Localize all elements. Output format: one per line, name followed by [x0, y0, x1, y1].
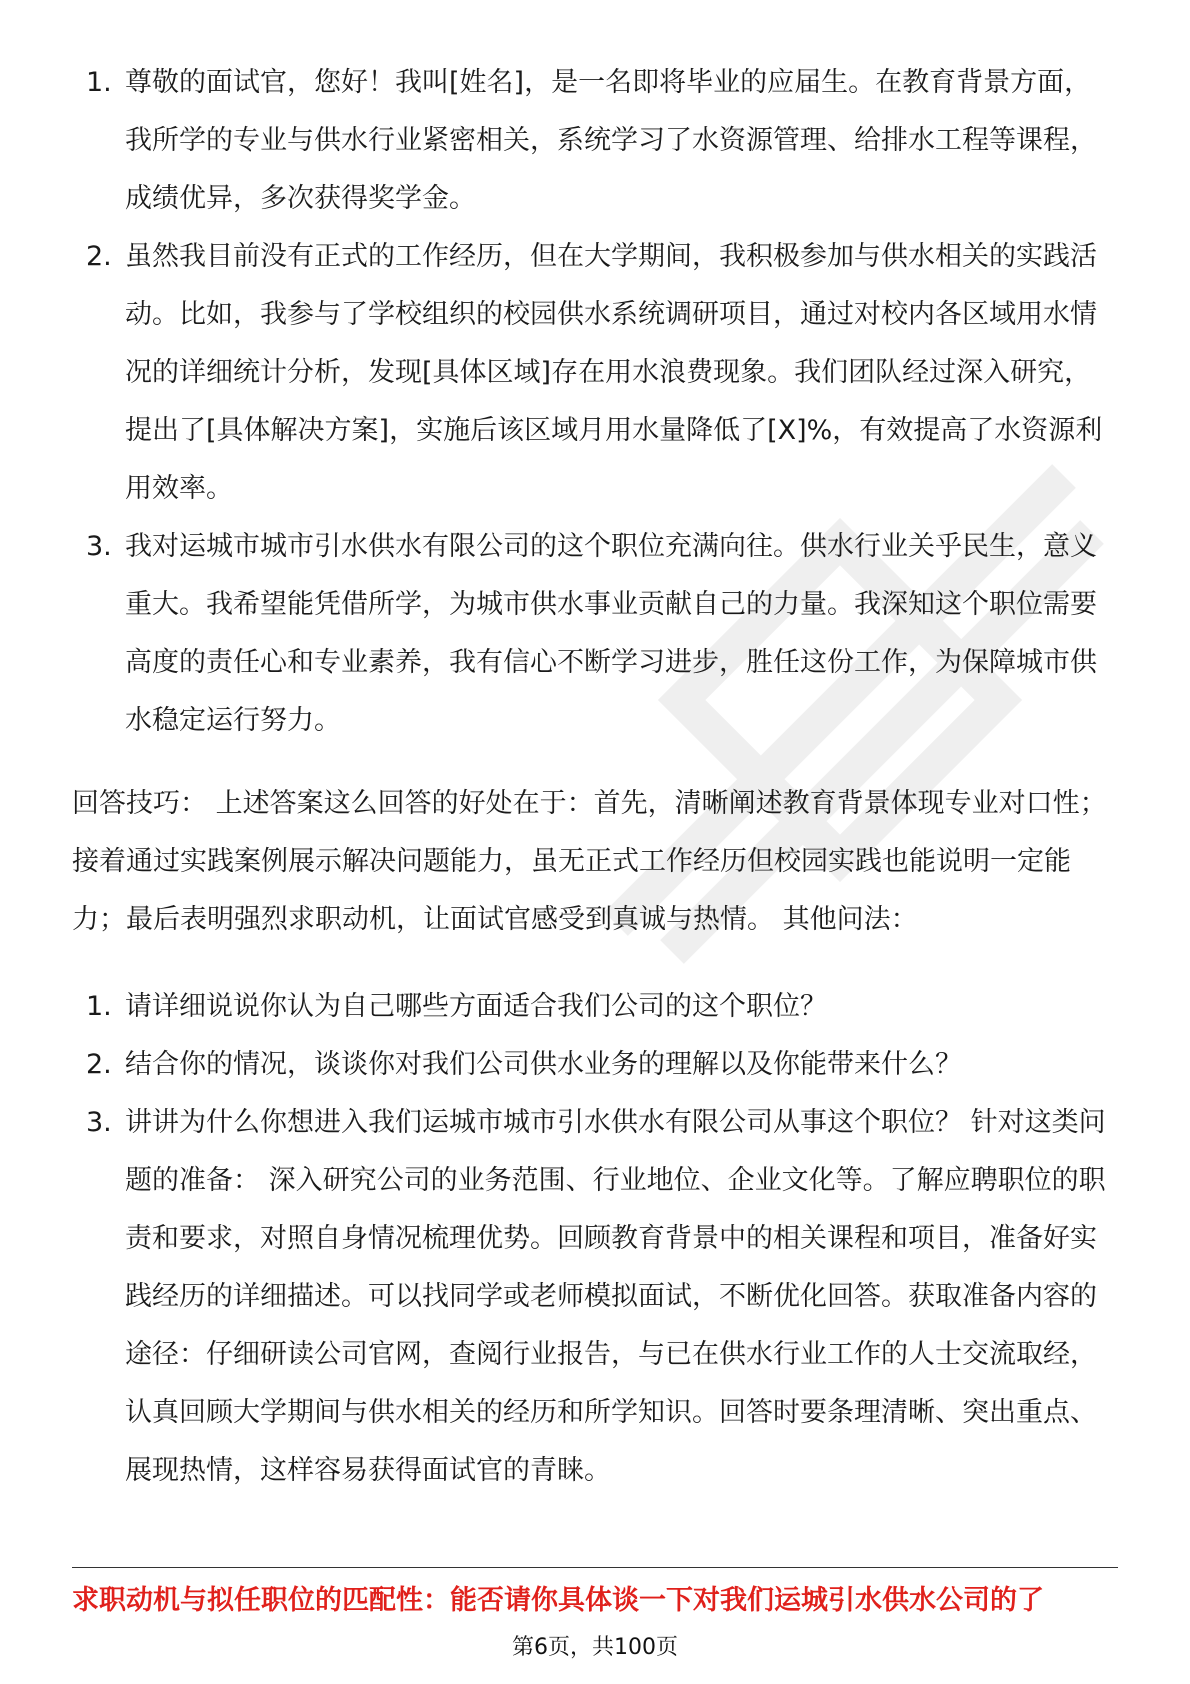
answer-list: [0, 54, 1190, 750]
question-item: [0, 978, 1190, 1036]
section-divider: [72, 1567, 1118, 1568]
page-number-footer: 第6页，共100页: [512, 1635, 678, 1660]
item-number: 2.: [86, 241, 112, 272]
item-number: 1.: [86, 67, 112, 98]
answer-item: [0, 518, 1190, 750]
item-number: 3.: [86, 531, 112, 562]
answer-item: [0, 228, 1190, 518]
next-section-heading: 求职动机与拟任职位的匹配性：能否请你具体谈一下对我们运城引水供水公司的了: [72, 1585, 1044, 1616]
item-number: 1.: [86, 991, 112, 1022]
item-text: 我对运城市城市引水供水有限公司的这个职位充满向往。供水行业关乎民生，意义重大。我希望能凭借所学，为城市供水事业贡献自己的力量。我深知这个职位需要高度的责任心和专业素养，我有信心不断学习进步，胜任这份工作，为保障城市供水稳定运行努力。: [125, 531, 1097, 736]
question-item: [0, 1036, 1190, 1094]
answer-tips-paragraph: 回答技巧： 上述答案这么回答的好处在于：首先，清晰阐述教育背景体现专业对口性；接着通过实践案例展示解决问题能力，虽无正式工作经历但校园实践也能说明一定能力；最后表明强烈求职动机，让面试官感受到真诚与热情。 其他问法：: [72, 788, 1107, 935]
other-questions-list: [0, 978, 1190, 1500]
answer-item: [0, 54, 1190, 228]
item-text: 请详细说说你认为自己哪些方面适合我们公司的这个职位？: [125, 991, 827, 1022]
item-text: 结合你的情况，谈谈你对我们公司供水业务的理解以及你能带来什么？: [125, 1049, 962, 1080]
item-number: 3.: [86, 1107, 112, 1138]
item-text: 讲讲为什么你想进入我们运城市城市引水供水有限公司从事这个职位？ 针对这类问题的准备： 深入研究公司的业务范围、行业地位、企业文化等。了解应聘职位的职责和要求，对照自身情况梳理优势。回顾教育背景中的相关课程和项目，准备好实践经历的详细描述。可以找同学或老师模拟面试，不断优化回答。获取准备内容的途径：仔细研读公司官网，查阅行业报告，与已在供水行业工作的人士交流取经，认真回顾大学期间与供水相关的经历和所学知识。回答时要条理清晰、突出重点、展现热情，这样容易获得面试官的青睐。: [125, 1107, 1106, 1486]
item-number: 2.: [86, 1049, 112, 1080]
item-text: 尊敬的面试官，您好！我叫[姓名]，是一名即将毕业的应届生。在教育背景方面，我所学的专业与供水行业紧密相关，系统学习了水资源管理、给排水工程等课程，成绩优异，多次获得奖学金。: [125, 67, 1097, 214]
item-text: 虽然我目前没有正式的工作经历，但在大学期间，我积极参加与供水相关的实践活动。比如，我参与了学校组织的校园供水系统调研项目，通过对校内各区域用水情况的详细统计分析，发现[具体区域]存在用水浪费现象。我们团队经过深入研究，提出了[具体解决方案]，实施后该区域月用水量降低了[X]%，有效提高了水资源利用效率。: [125, 241, 1103, 504]
question-item: [0, 1094, 1190, 1500]
